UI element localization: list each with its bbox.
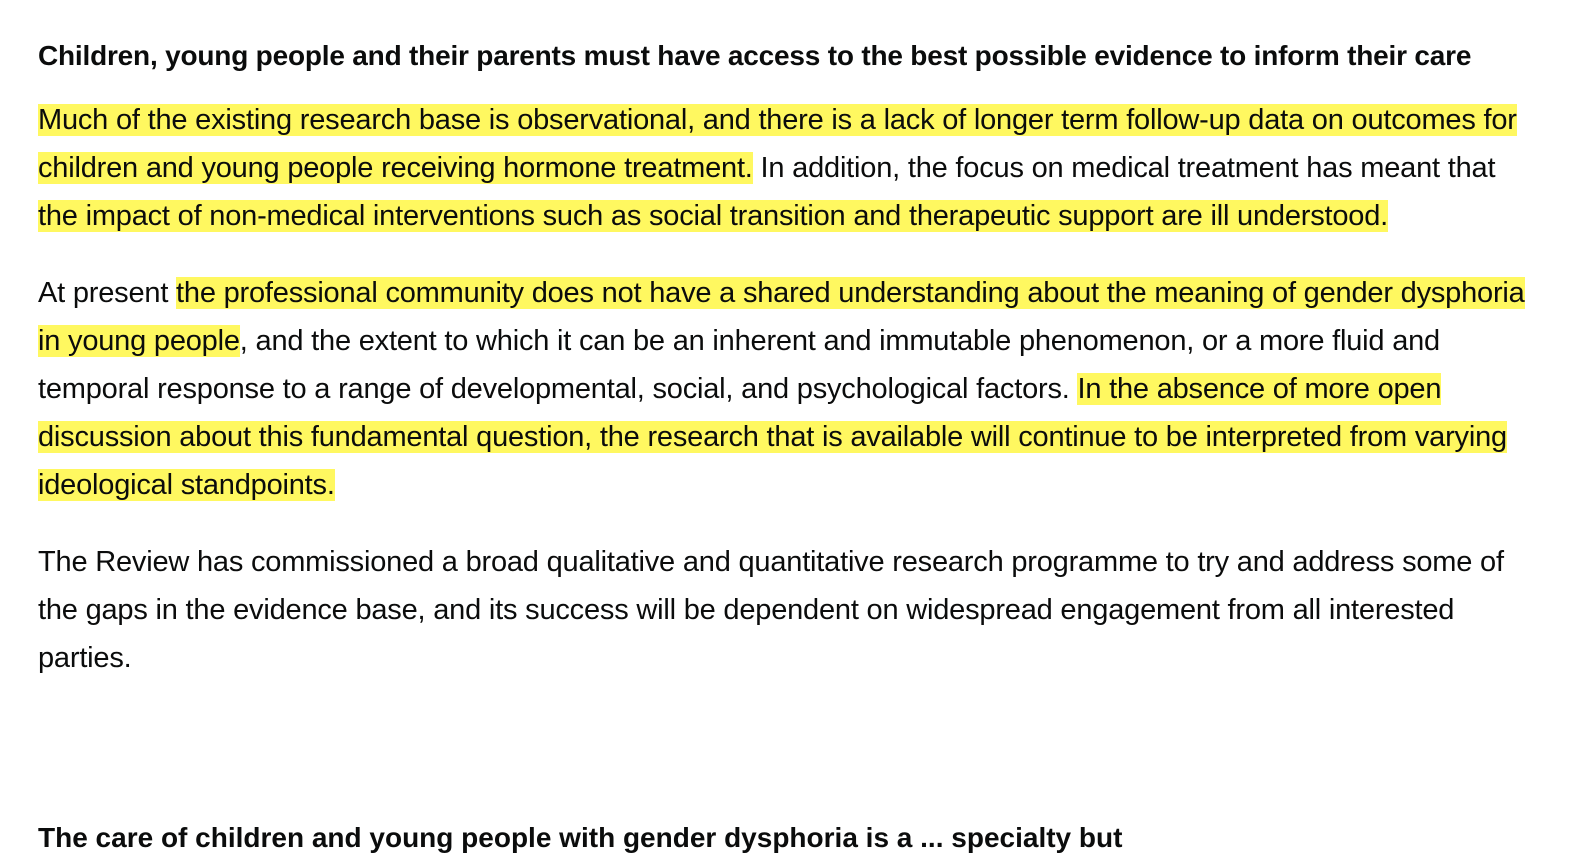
plain-text: In addition, the focus on medical treatment has meant that: [752, 152, 1496, 184]
highlighted-text: Much of the existing research base is observational, and there is a lack of longer term follow-up data on outcomes for children and young people receiving hormone treatment.: [38, 104, 1517, 184]
plain-text: At present: [38, 277, 177, 309]
highlighted-text: the professional community does not have a shared understanding about the meaning of gender dysphoria in young people: [38, 277, 1525, 357]
plain-text: , and the extent to which it can be an inherent and immutable phenomenon, or a more fluid and temporal response to a range of developmental, social, and psychological factors.: [38, 325, 1440, 405]
next-section-heading-partial: The care of children and young people with gender dysphoria is a ... specialty but: [38, 822, 1123, 853]
highlighted-text: the impact of non-medical interventions such as social transition and therapeutic support are ill understood.: [38, 200, 1389, 232]
paragraph-research-base: [38, 96, 1538, 240]
plain-text: The Review has commissioned a broad qualitative and quantitative research programme to try and address some of the gaps in the evidence base, and its success will be dependent on widespread engagement from all interested parties.: [38, 546, 1504, 674]
section-heading: Children, young people and their parents must have access to the best possible evidence to inform their care: [38, 40, 1472, 71]
highlighted-text: In the absence of more open discussion about this fundamental question, the research that is available will continue to be interpreted from varying ideological standpoints.: [38, 373, 1507, 501]
article-body: [38, 34, 1538, 711]
paragraph-review-programme: [38, 538, 1538, 682]
paragraph-professional-community: [38, 269, 1538, 509]
